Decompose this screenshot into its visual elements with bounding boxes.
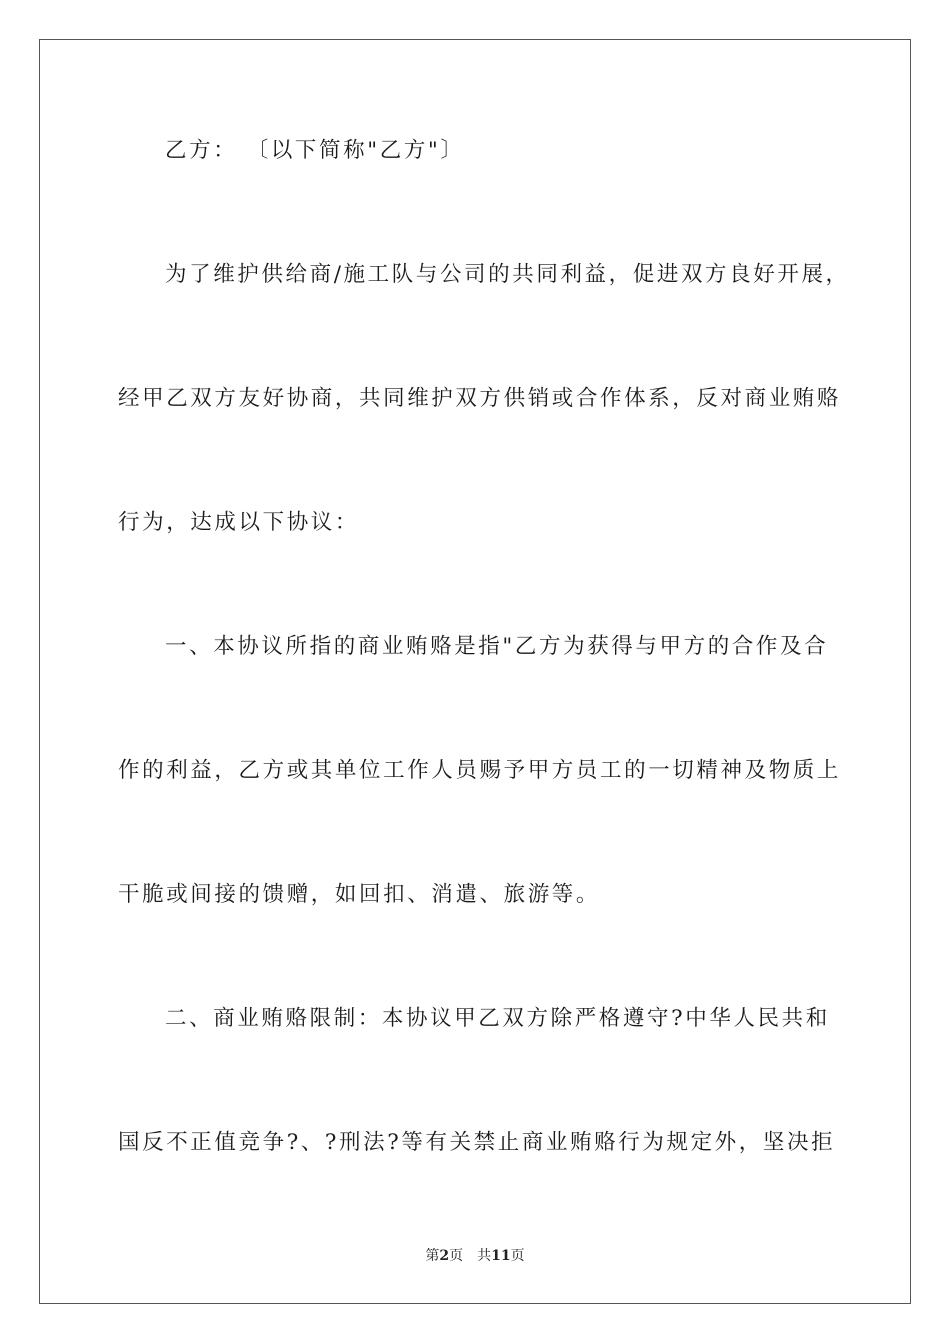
text-line-9: 国反不正值竞争?、?刑法?等有关禁止商业贿赂行为规定外，坚决拒 — [118, 1130, 836, 1155]
text-line-1: 乙方： 〔以下简称"乙方"〕 — [165, 138, 465, 163]
text-line-3: 经甲乙双方友好协商，共同维护双方供销或合作体系，反对商业贿赂 — [118, 386, 842, 411]
page-prefix: 第 — [425, 1248, 440, 1264]
text-line-7: 干脆或间接的馈赠，如回扣、消遣、旅游等。 — [118, 882, 601, 907]
page-suffix: 页 — [449, 1248, 464, 1264]
text-line-5: 一、本协议所指的商业贿赂是指"乙方为获得与甲方的合作及合 — [165, 634, 829, 659]
total-prefix: 共 — [477, 1248, 492, 1264]
total-pages: 11 — [491, 1248, 511, 1264]
page-footer — [0, 1246, 950, 1266]
text-line-2: 为了维护供给商/施工队与公司的共同利益，促进双方良好开展， — [165, 262, 850, 287]
text-line-4: 行为，达成以下协议： — [118, 510, 360, 535]
text-line-8: 二、商业贿赂限制：本协议甲乙双方除严格遵守?中华人民共和 — [165, 1006, 830, 1031]
total-suffix: 页 — [510, 1248, 525, 1264]
text-line-6: 作的利益，乙方或其单位工作人员赐予甲方员工的一切精神及物质上 — [118, 758, 842, 783]
page-number: 2 — [439, 1248, 450, 1264]
page-border — [39, 39, 911, 1304]
